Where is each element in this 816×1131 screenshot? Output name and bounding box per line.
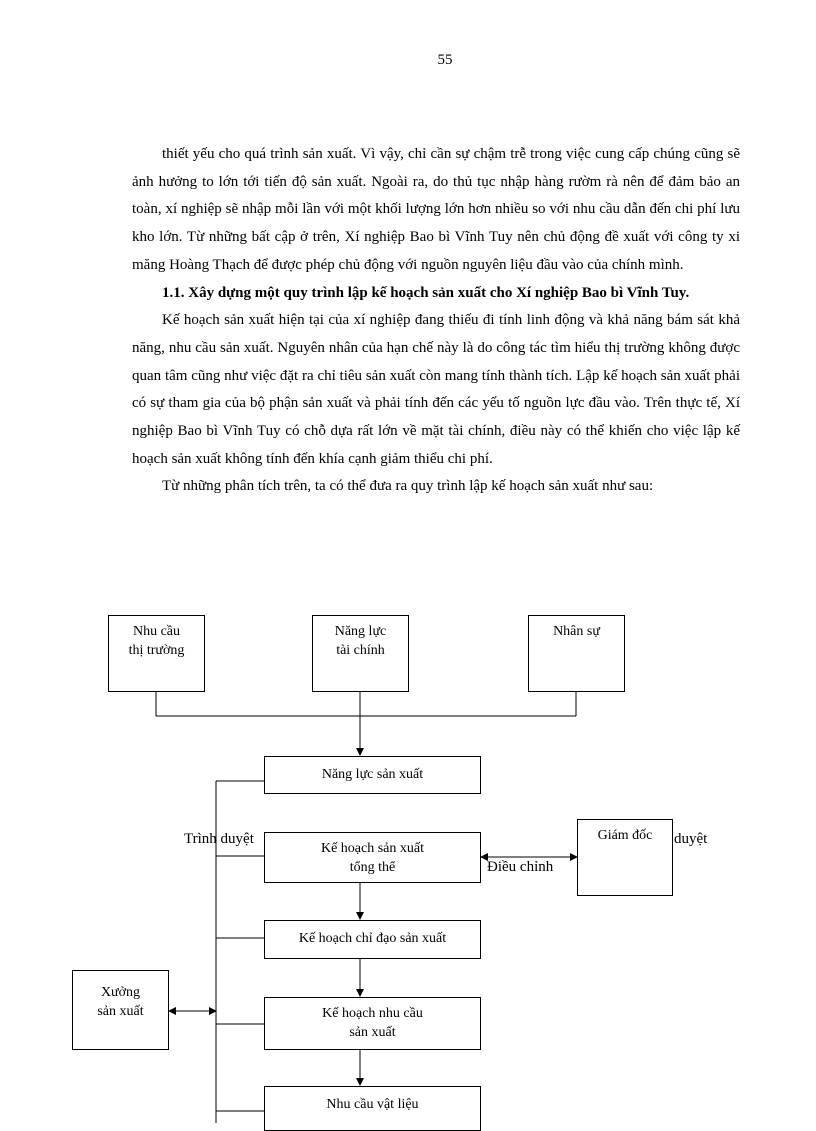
workshop-line1: Xưởng <box>100 985 141 1000</box>
box-master-schedule <box>264 920 481 959</box>
market-demand-line2: thị trường <box>128 643 185 658</box>
aggregate-plan-line1: Kế hoạch sản xuất <box>320 841 425 856</box>
requirements-plan-line2: sản xuất <box>349 1025 396 1040</box>
page-number: 55 <box>437 52 453 68</box>
box-market-demand <box>108 615 205 692</box>
box-financial-capacity <box>312 615 409 692</box>
label-submit: Trình duyệt <box>184 831 254 847</box>
box-material-needs <box>264 1086 481 1131</box>
paragraph-intro: thiết yếu cho quá trình sản xuất. Vì vậy, chỉ cần sự chậm trễ trong việc cung cấp chúng cũng sẽ ảnh hưởng to lớn tới tiến độ sản xuất. Ngoài ra, do thủ tục nhập hàng rườm rà nên để đảm bảo an toàn, xí nghiệp sẽ nhập mỗi lần với một khối lượng lớn hơn nhiều so với nhu cầu dẫn đến chi phí lưu kho lớn. Từ những bất cập ở trên, Xí nghiệp Bao bì Vĩnh Tuy nên chủ động đề xuất với công ty xi măng Hoàng Thạch để được phép chủ động với nguồn nguyên liệu đầu vào của chính mình. <box>132 146 740 273</box>
label-adjust: Điều chỉnh <box>487 859 554 875</box>
section-heading: 1.1. Xây dựng một quy trình lập kế hoạch sản xuất cho Xí nghiệp Bao bì Vĩnh Tuy. <box>162 284 690 301</box>
label-approve: duyệt <box>674 831 708 847</box>
market-demand-line1: Nhu cầu <box>132 624 181 639</box>
box-requirements-plan <box>264 997 481 1050</box>
financial-capacity-line2: tài chính <box>336 643 385 658</box>
master-schedule-label: Kế hoạch chỉ đạo sản xuất <box>298 931 447 946</box>
box-director <box>577 819 673 896</box>
box-human-resources <box>528 615 625 692</box>
paragraph-analysis: Kế hoạch sản xuất hiện tại của xí nghiệp đang thiếu đi tính linh động và khả năng bám sát khả năng, nhu cầu sản xuất. Nguyên nhân của hạn chế này là do công tác tìm hiểu thị trường không được quan tâm cũng như việc đặt ra chỉ tiêu sản xuất còn mang tính thành tích. Lập kế hoạch sản xuất phải có sự tham gia của bộ phận sản xuất và phải tính đến các yếu tố nguồn lực đầu vào. Trên thực tế, Xí nghiệp Bao bì Vĩnh Tuy có chỗ dựa rất lớn về mặt tài chính, điều này có thể khiến cho việc lập kế hoạch sản xuất không tính đến khía cạnh giảm thiểu chi phí. <box>132 312 740 467</box>
director-label: Giám đốc <box>597 828 653 843</box>
box-aggregate-plan <box>264 832 481 883</box>
box-workshop <box>72 970 169 1050</box>
requirements-plan-line1: Kế hoạch nhu cầu <box>322 1006 423 1021</box>
workshop-line2: sản xuất <box>97 1004 144 1019</box>
paragraph-lead-in: Từ những phân tích trên, ta có thể đưa ra quy trình lập kế hoạch sản xuất như sau: <box>162 478 654 495</box>
production-capacity-label: Năng lực sản xuất <box>321 767 424 782</box>
box-production-capacity <box>264 756 481 794</box>
aggregate-plan-line2: tổng thể <box>349 860 396 875</box>
material-needs-label: Nhu cầu vật liệu <box>326 1097 419 1112</box>
financial-capacity-line1: Năng lực <box>334 624 387 639</box>
human-resources-label: Nhân sự <box>553 624 600 639</box>
